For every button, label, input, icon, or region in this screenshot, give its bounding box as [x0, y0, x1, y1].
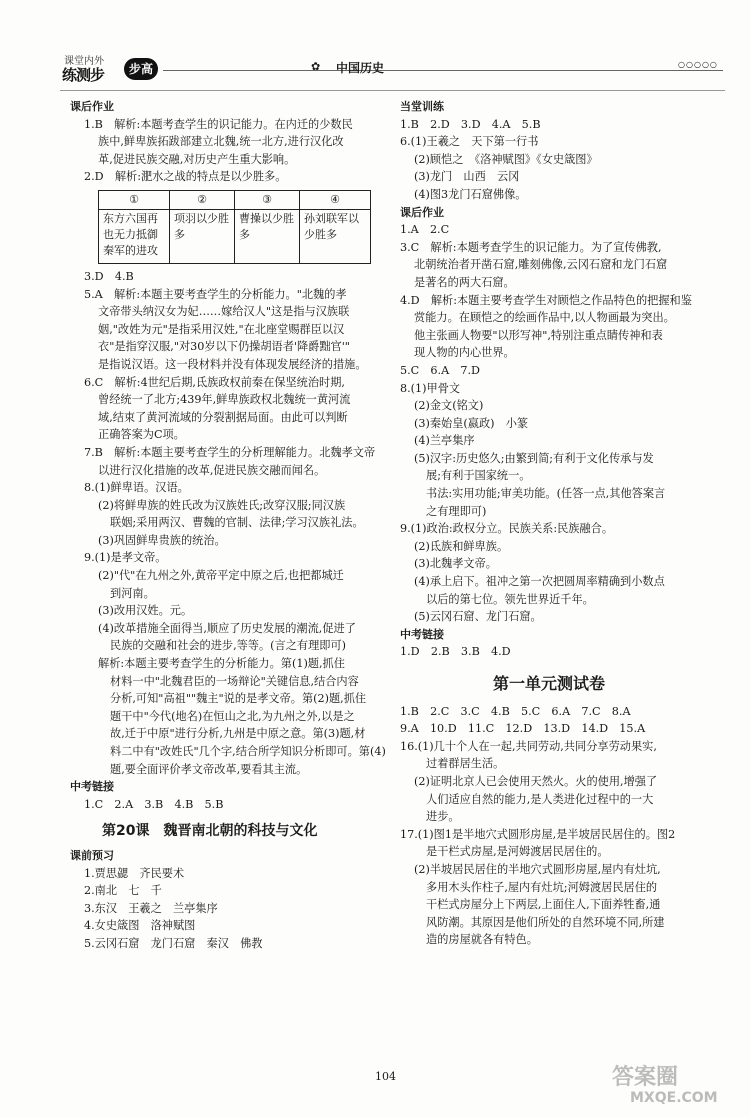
- section-heading: 中考链接: [400, 627, 444, 641]
- answer-line: (2)金文(铭文): [414, 399, 484, 413]
- answer-line: 题干中"今代(地名)在恒山之北,为九州之外,以是之: [110, 709, 355, 723]
- table-cell: 曹操以少胜多: [235, 209, 300, 263]
- answer-line: 域,结束了黄河流域的分裂割据局面。由此可以判断: [98, 410, 348, 424]
- section-heading: 课后作业: [400, 205, 444, 219]
- answer-line: 是干栏式房屋,是河姆渡居民居住的。: [426, 845, 609, 859]
- answer-line: 1.B 2.D 3.D 4.A 5.B: [400, 117, 541, 131]
- section-heading: 课前预习: [70, 848, 114, 862]
- answer-line: 1.B 2.C 3.C 4.B 5.C 6.A 7.C 8.A: [400, 704, 631, 718]
- answer-line: 1.A 2.C: [400, 223, 450, 237]
- answer-line: 过着群居生活。: [426, 757, 505, 771]
- answer-line: 9.A 10.D 11.C 12.D 13.D 14.D 15.A: [400, 722, 646, 736]
- answer-line: 4.女史箴图 洛神赋图: [84, 919, 196, 933]
- answer-line: 故,迁于中原"进行分析,九州是中原之意。第(3)题,材: [110, 727, 366, 741]
- answer-line: 9.(1)是孝文帝。: [84, 551, 167, 565]
- answer-line: (4)承上启下。祖冲之第一次把圆周率精确到小数点: [414, 575, 665, 589]
- answer-line: 人们适应自然的能力,是人类进化过程中的一大: [426, 792, 654, 806]
- header-rule: [60, 90, 725, 91]
- answer-line: 风防潮。其原因是他们所处的自然环境不同,所建: [426, 915, 665, 929]
- answer-line: 题,要全面评价孝文帝改革,要看其主流。: [110, 762, 308, 776]
- subject-title: 中国历史: [336, 61, 385, 75]
- answer-line: 1.B 解析:本题考查学生的识记能力。在内迁的少数民: [84, 117, 353, 131]
- answer-line: 到河南。: [110, 586, 155, 600]
- answer-line: 5.A 解析:本题主要考查学生的分析能力。"北魏的孝: [84, 287, 347, 301]
- answer-line: 6.C 解析:4世纪后期,氐族政权前秦在保坚统治时期,: [84, 375, 345, 389]
- answer-line: 8.(1)甲骨文: [400, 381, 461, 395]
- answer-line: 现人物的内心世界。: [414, 346, 515, 360]
- answer-line: (4)兰亭集序: [414, 434, 475, 448]
- page-number: 104: [375, 1070, 396, 1083]
- answer-line: (3)巩固鲜卑贵族的统治。: [98, 533, 226, 547]
- section-heading: 当堂训练: [400, 100, 444, 113]
- left-column: [70, 98, 386, 953]
- answer-line: 赏能力。在顾恺之的绘画作品中,以人物画最为突出。: [414, 311, 675, 325]
- answer-line: 分析,可知"高祖""魏主"说的是孝文帝。第(2)题,抓住: [110, 692, 367, 706]
- answer-line: 5.C 6.A 7.D: [400, 363, 481, 377]
- answer-line: (5)云冈石窟、龙门石窟。: [414, 610, 542, 624]
- header-divider: [163, 70, 723, 71]
- answer-line: 曾经统一了北方;439年,鲜卑族政权北魏统一黄河流: [98, 393, 351, 407]
- answer-line: 料二中有"改姓氏"几个字,结合所学知识分析即可。第(4): [110, 745, 386, 758]
- answer-line: (3)改用汉姓。元。: [98, 604, 193, 618]
- answer-line: 是指说汉语。这一段材料并没有体现发展经济的措施。: [98, 357, 367, 371]
- answer-line: 1.D 2.B 3.B 4.D: [400, 645, 511, 659]
- answer-line: 是著名的两大石窟。: [414, 275, 515, 289]
- answer-line: 革,促进民族交融,对历史产生重大影响。: [98, 152, 296, 166]
- answer-line: 族中,鲜卑族拓跋部建立北魏,统一北方,进行汉化改: [98, 135, 344, 149]
- lesson-title: 第20课 魏晋南北朝的科技与文化: [102, 823, 318, 840]
- decorative-dots: ○○○○○: [678, 60, 718, 69]
- answer-line: 8.(1)鲜卑语。汉语。: [84, 481, 189, 495]
- answer-line: 2.南北 七 千: [84, 884, 162, 898]
- table-header-cell: ③: [235, 190, 300, 209]
- answer-line: (2)将鲜卑族的姓氏改为汉族姓氏;改穿汉服;同汉族: [98, 498, 346, 512]
- answer-line: 3.C 解析:本题考查学生的识记能力。为了宣传佛教,: [400, 240, 662, 254]
- table-cell: 项羽以少胜多: [170, 209, 235, 263]
- series-label: 课堂内外: [64, 56, 104, 67]
- answer-line: (4)改革措施全面得当,顺应了历史发展的潮流,促进了: [98, 621, 356, 635]
- answer-line: 以后的第七位。领先世界近千年。: [426, 592, 594, 606]
- table-header-cell: ①: [99, 190, 170, 209]
- answer-line: 展;有利于国家统一。: [426, 469, 531, 483]
- answer-line: 之有理即可): [426, 504, 487, 518]
- answer-line: 正确答案为C项。: [98, 428, 185, 442]
- answer-line: 民族的交融和社会的进步,等等。(言之有理即可): [110, 639, 347, 653]
- answer-line: (3)秦始皇(嬴政) 小篆: [414, 416, 529, 430]
- answer-line: 3.东汉 王羲之 兰亭集序: [84, 901, 218, 915]
- answer-line: (2)"代"在九州之外,黄帝平定中原之后,也把都城迁: [98, 569, 344, 583]
- watermark-logo: 答案圈: [612, 1065, 679, 1090]
- answer-line: 2.D 解析:淝水之战的特点是以少胜多。: [84, 170, 287, 184]
- answer-table: [98, 190, 371, 264]
- answer-line: 9.(1)政治:政权分立。民族关系:民族融合。: [400, 522, 614, 536]
- unit-test-title: 第一单元测试卷: [492, 674, 605, 693]
- answer-line: 北朝统治者开凿石窟,雕刻佛像,云冈石窟和龙门石窟: [414, 258, 668, 272]
- answer-line: (4)图3龙门石窟佛像。: [414, 187, 527, 201]
- answer-line: 1.贾思勰 齐民要术: [84, 866, 185, 880]
- answer-line: 16.(1)几十个人在一起,共同劳动,共同分享劳动果实,: [400, 739, 657, 753]
- answer-line: 1.C 2.A 3.B 4.B 5.B: [84, 797, 224, 811]
- answer-line: 7.B 解析:本题主要考查学生的分析理解能力。北魏孝文帝: [84, 445, 376, 459]
- answer-line: 进步。: [426, 810, 460, 824]
- answer-line: 书法:实用功能;审美功能。(任答一点,其他答案言: [426, 487, 666, 501]
- answer-line: 多用木头作柱子,屋内有灶坑;河姆渡居民居住的: [426, 880, 658, 894]
- answer-line: 17.(1)图1是半地穴式圆形房屋,是半坡居民居住的。图2: [400, 827, 676, 841]
- answer-line: (3)北魏孝文帝。: [414, 557, 497, 571]
- answer-line: (3)龙门 山西 云冈: [414, 170, 520, 184]
- answer-line: 以进行汉化措施的改革,促进民族交融而闻名。: [98, 463, 326, 477]
- answer-line: (5)汉字:历史悠久;由繁到简;有利于文化传承与发: [414, 451, 654, 465]
- answer-line: 姻,"改姓为元"是指采用汉姓,"在北座堂赐群臣以汉: [98, 322, 345, 336]
- answer-line: 5.云冈石窟 龙门石窟 秦汉 佛教: [84, 936, 263, 950]
- answer-line: 干栏式房屋分上下两层,上面住人,下面养牲畜,通: [426, 898, 661, 912]
- answer-line: 3.D 4.B: [84, 269, 134, 283]
- table-cell: 东方六国再也无力抵御秦军的进攻: [99, 209, 170, 263]
- answer-line: 文帝带头纳汉女为妃……嫁给汉人"这是指与汉族联: [98, 305, 350, 319]
- answer-line: 6.(1)王羲之 天下第一行书: [400, 135, 539, 149]
- table-header-cell: ④: [300, 190, 371, 209]
- answer-line: 他主张画人物要"以形写神",特别注重点睛传神和表: [414, 328, 663, 342]
- answer-line: 解析:本题主要考查学生的分析能力。第(1)题,抓住: [98, 657, 345, 671]
- bullet-icon: ✿: [311, 60, 321, 73]
- answer-line: (2)氐族和鲜卑族。: [414, 539, 509, 553]
- answer-line: 衣"是指穿汉服,"对30岁以下仍操胡语者'降爵黜官'": [98, 340, 350, 354]
- answer-line: (2)半坡居民居住的半地穴式圆形房屋,屋内有灶坑,: [414, 862, 661, 876]
- answer-line: 联姻;采用两汉、曹魏的官制、法律;学习汉族礼法。: [110, 516, 364, 530]
- series-logo: 练测步: [62, 66, 105, 84]
- answer-line: (2)顾恺之 《洛神赋图》《女史箴图》: [414, 152, 598, 166]
- answer-line: 4.D 解析:本题主要考查学生对顾恺之作品特色的把握和鉴: [400, 293, 692, 307]
- table-header-cell: ②: [170, 190, 235, 209]
- answer-line: 材料一中"北魏君臣的一场辩论"关键信息,结合内容: [110, 674, 359, 688]
- answer-line: 造的房屋就各有特色。: [426, 933, 538, 947]
- series-logo-badge: 步高: [124, 58, 158, 80]
- section-heading: 课后作业: [70, 100, 114, 113]
- right-column: [400, 98, 698, 949]
- answer-line: (2)证明北京人已会使用天然火。火的使用,增强了: [414, 774, 658, 788]
- table-cell: 孙刘联军以少胜多: [300, 209, 371, 263]
- page-header: [58, 50, 723, 86]
- section-heading: 中考链接: [70, 780, 114, 794]
- watermark-url: MXQE.COM: [630, 1090, 718, 1106]
